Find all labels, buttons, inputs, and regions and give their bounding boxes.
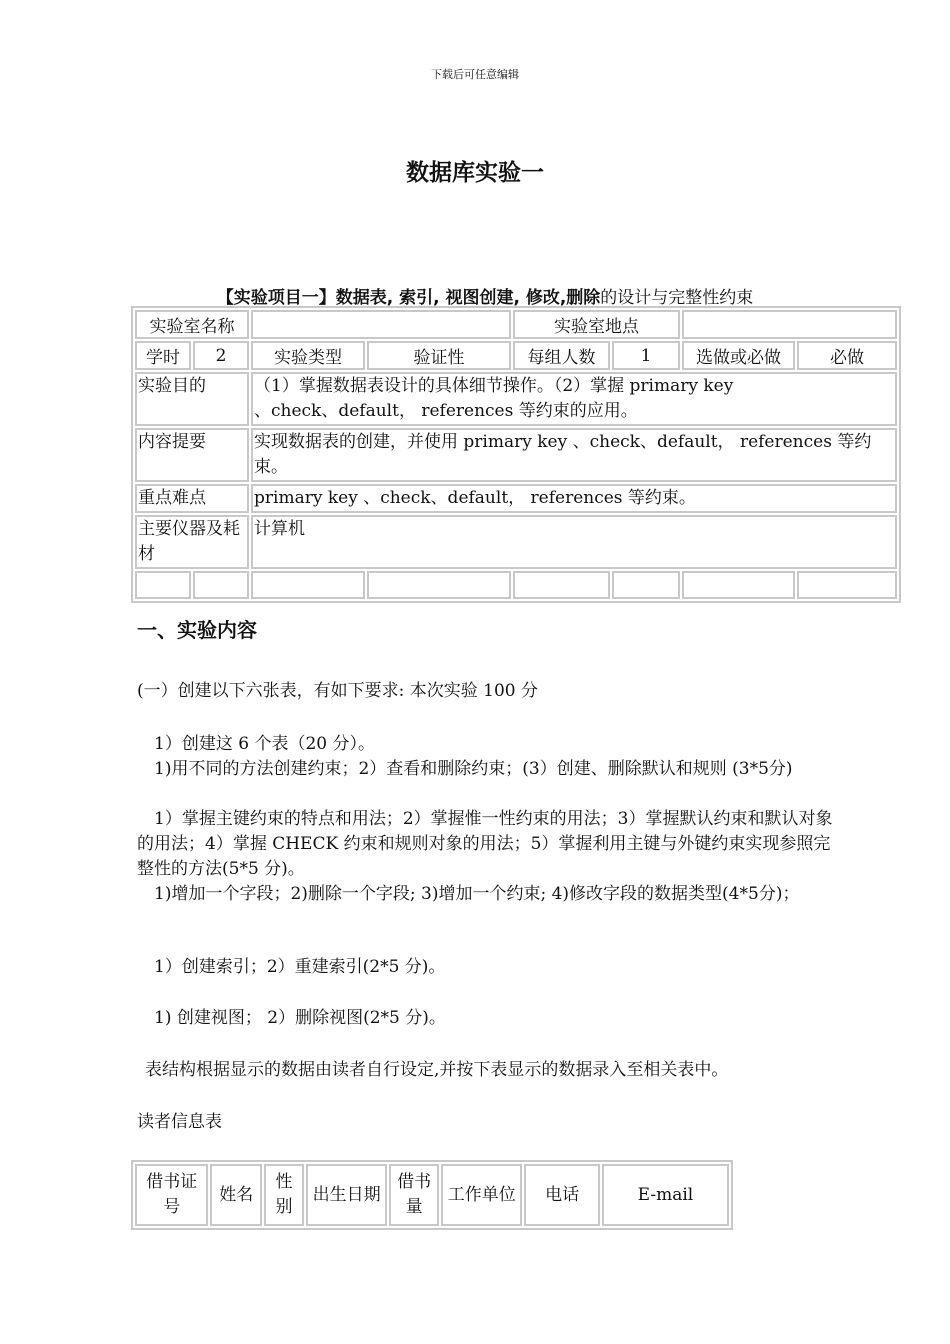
empty-cell	[251, 571, 365, 599]
lab-location-value	[682, 310, 897, 339]
col-header-borrow-count: 借书量	[389, 1164, 439, 1226]
col-header-phone: 电话	[524, 1164, 599, 1226]
project-title-bold: 【实验项目一】数据表, 索引, 视图创建, 修改,删除	[216, 288, 601, 308]
section-heading: 一、实验内容	[137, 618, 257, 642]
table-row	[135, 571, 897, 599]
table-row	[135, 515, 897, 569]
lab-name-label: 实验室名称	[135, 310, 249, 339]
col-header-card-no: 借书证号	[135, 1164, 208, 1226]
document-title: 数据库实验一	[406, 160, 544, 186]
table-row	[135, 341, 897, 370]
required-value: 必做	[797, 341, 897, 370]
intro-paragraph: (一）创建以下六张表，有如下要求: 本次实验 100 分	[137, 681, 539, 701]
lab-name-value	[251, 310, 511, 339]
col-header-workplace: 工作单位	[441, 1164, 522, 1226]
equipment-label: 主要仪器及耗材	[135, 515, 249, 569]
purpose-value	[251, 372, 897, 426]
requirement-5: 1）创建索引；2）重建索引(2*5 分)。	[154, 957, 446, 977]
table-row	[135, 484, 897, 513]
lab-location-label: 实验室地点	[513, 310, 680, 339]
group-value: 1	[612, 341, 680, 370]
empty-cell	[682, 571, 795, 599]
type-label: 实验类型	[251, 341, 365, 370]
col-header-name: 姓名	[210, 1164, 262, 1226]
empty-cell	[135, 571, 191, 599]
empty-cell	[193, 571, 249, 599]
purpose-line-2: 、check、default， references 等约束的应用。	[254, 401, 638, 421]
hours-label: 学时	[135, 341, 191, 370]
empty-cell	[367, 571, 511, 599]
key-points-value: primary key 、check、default， references 等约束。	[251, 484, 897, 513]
table-row	[135, 428, 897, 482]
type-value: 验证性	[367, 341, 511, 370]
group-label: 每组人数	[513, 341, 610, 370]
requirement-6: 1) 创建视图； 2）删除视图(2*5 分)。	[154, 1008, 446, 1028]
project-title-normal: 的设计与完整性约束	[600, 288, 754, 308]
col-header-email: E-mail	[602, 1164, 729, 1226]
requirement-2: 1)用不同的方法创建约束；2）查看和删除约束；(3）创建、删除默认和规则 (3*5分)	[154, 759, 793, 779]
empty-cell	[513, 571, 610, 599]
empty-cell	[612, 571, 680, 599]
empty-cell	[797, 571, 897, 599]
key-points-label: 重点难点	[135, 484, 249, 513]
table-row	[135, 310, 897, 339]
content-value: 实现数据表的创建，并使用 primary key 、check、default， references 等约束。	[251, 428, 897, 482]
requirement-1: 1）创建这 6 个表（20 分）。	[154, 734, 375, 754]
reader-table-caption: 读者信息表	[137, 1112, 222, 1132]
hours-value: 2	[193, 341, 249, 370]
requirement-4: 1)增加一个字段；2)删除一个字段; 3)增加一个约束; 4)修改字段的数据类型(4*5分)；	[154, 884, 800, 904]
table-header-row	[135, 1164, 729, 1226]
reader-info-table	[133, 1162, 731, 1228]
col-header-gender: 性别	[264, 1164, 304, 1226]
requirement-3: 1）掌握主键约束的特点和用法；2）掌握惟一性约束的用法；3）掌握默认约束和默认对象的用法；4）掌握 CHECK 约束和规则对象的用法；5）掌握利用主键与外键约束实现参照完整性的方法(5*5 分)。	[137, 809, 833, 879]
content-label: 内容提要	[135, 428, 249, 482]
col-header-birthdate: 出生日期	[306, 1164, 387, 1226]
equipment-value: 计算机	[251, 515, 897, 569]
purpose-line-1: （1）掌握数据表设计的具体细节操作。（2）掌握 primary key	[254, 376, 734, 396]
project-title	[0, 283, 950, 308]
purpose-label: 实验目的	[135, 372, 249, 426]
header-note: 下载后可任意编辑	[431, 68, 519, 81]
table-structure-note: 表结构根据显示的数据由读者自行设定,并按下表显示的数据录入至相关表中。	[145, 1060, 729, 1080]
lab-info-table	[133, 308, 899, 601]
required-label: 选做或必做	[682, 341, 795, 370]
table-row	[135, 372, 897, 426]
